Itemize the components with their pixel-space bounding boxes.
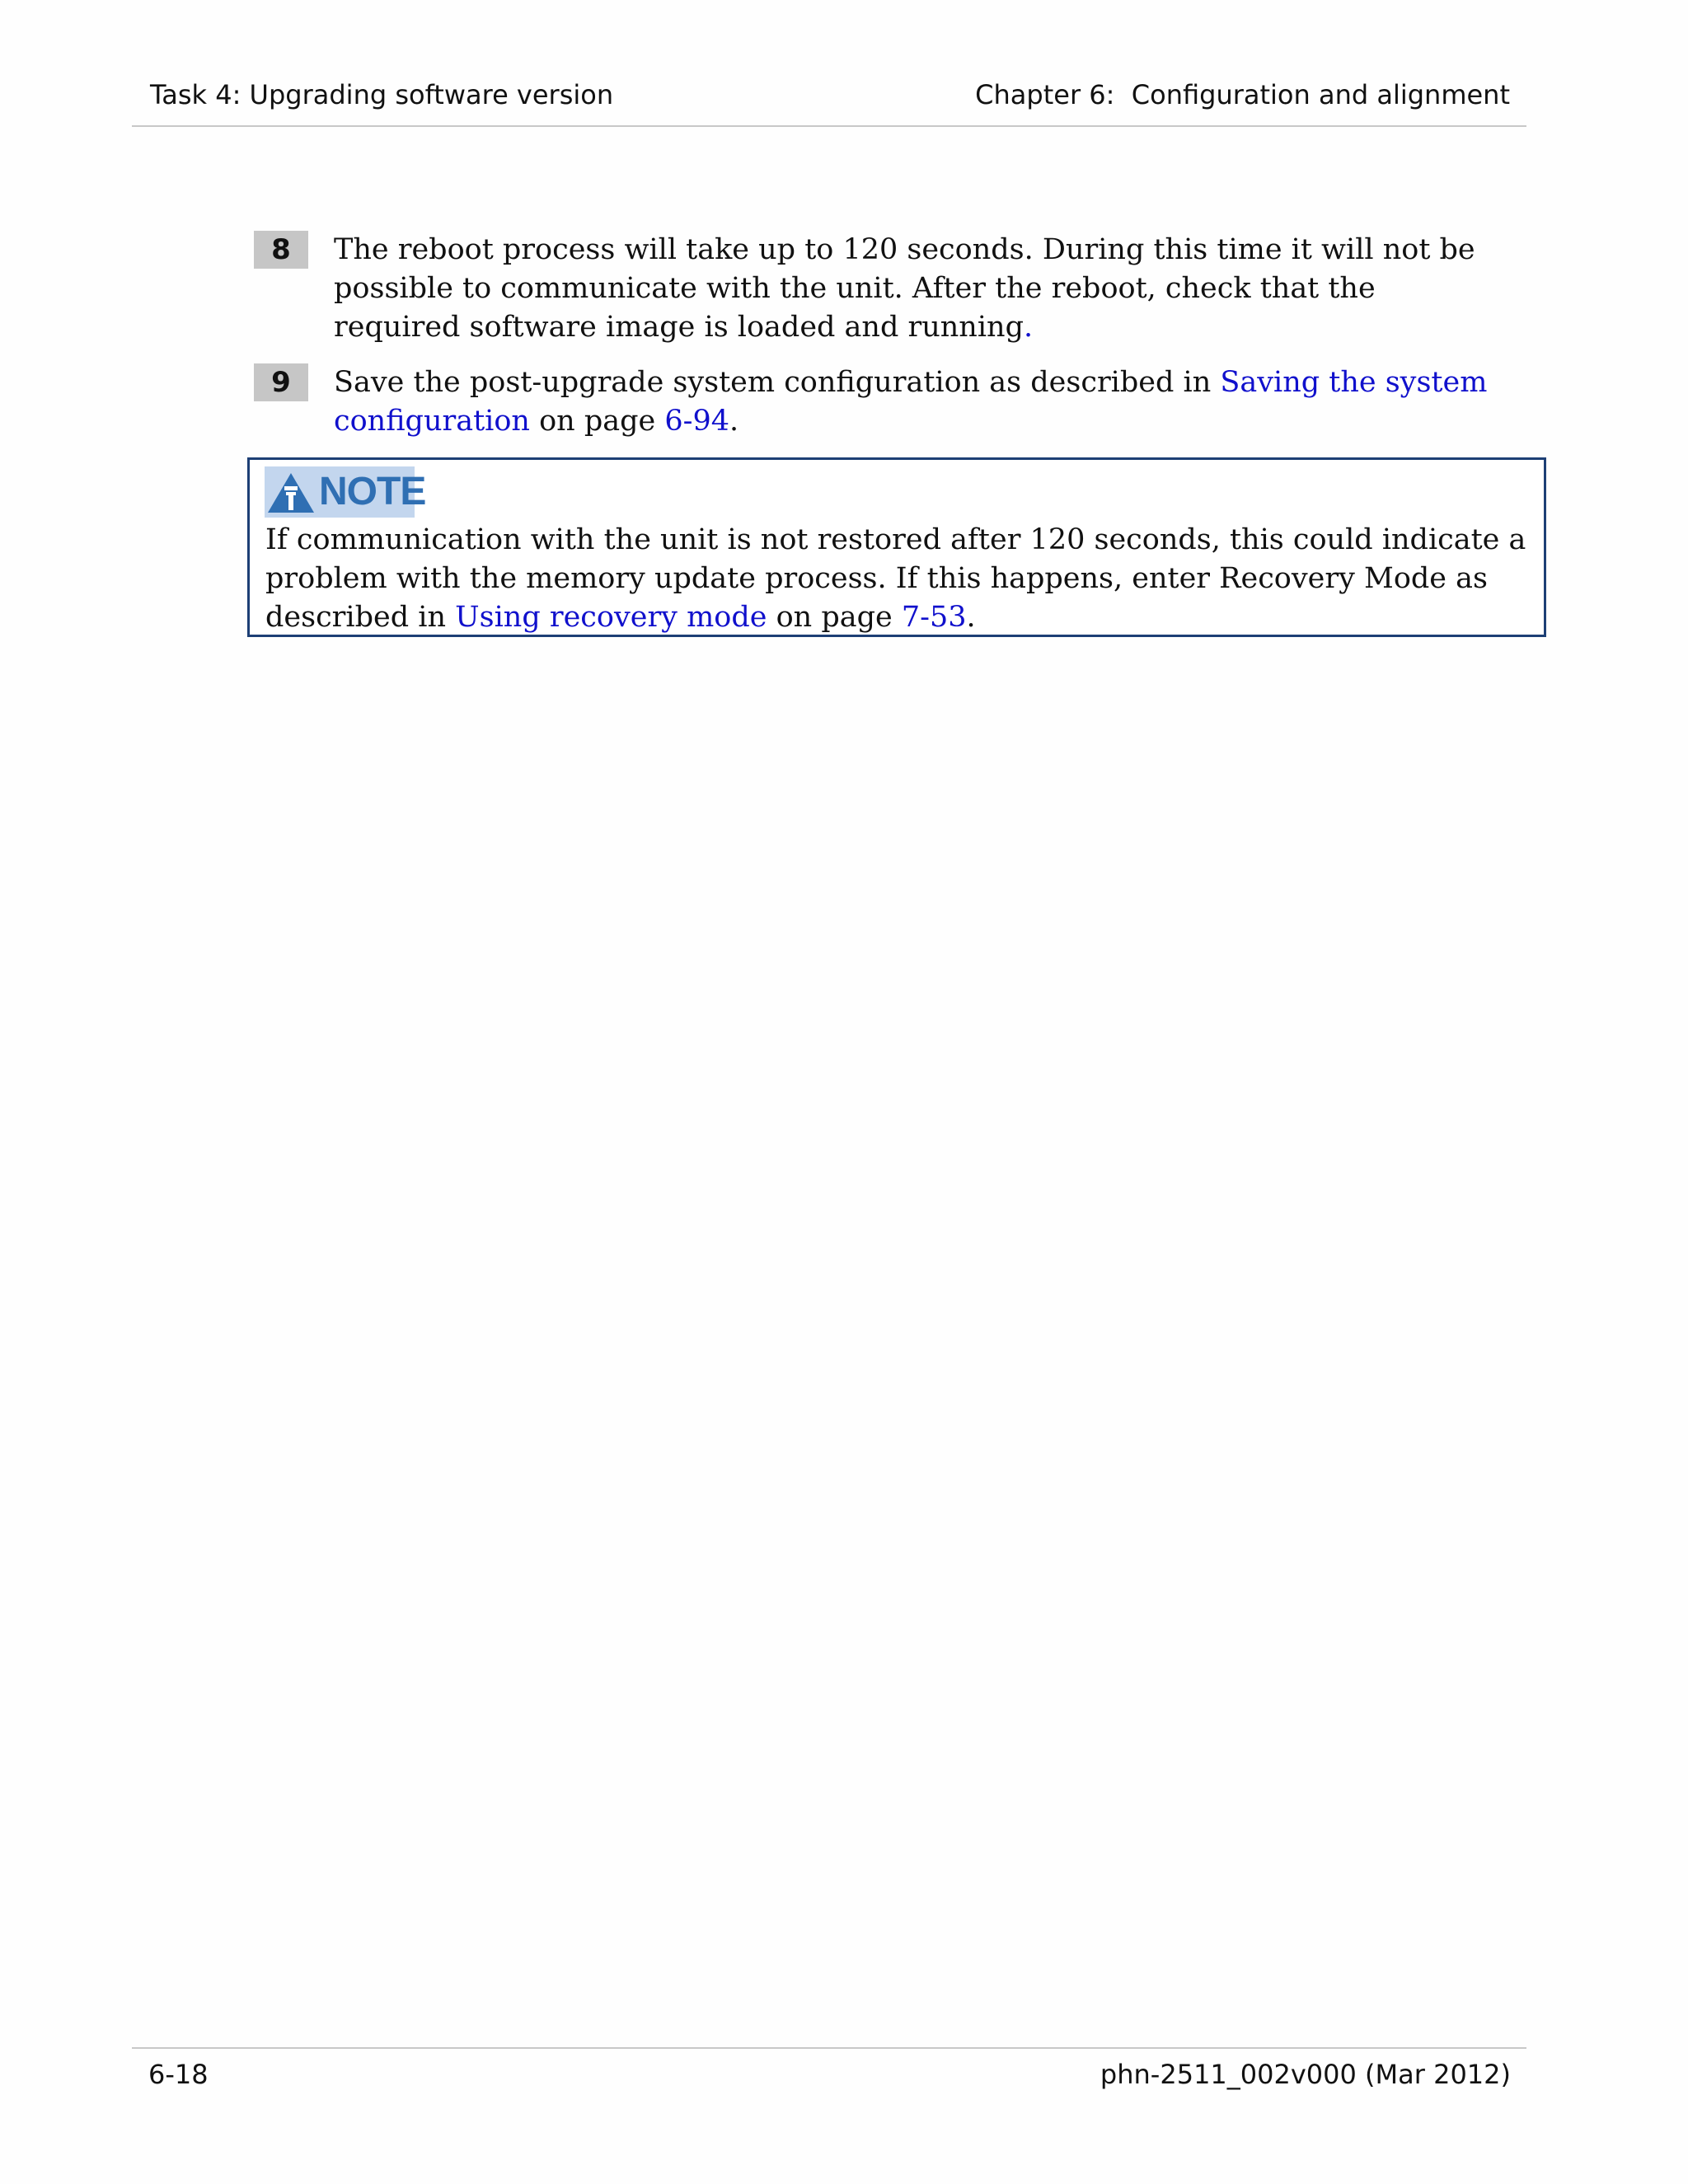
header-chapter-title: Chapter 6: Configuration and alignment <box>975 79 1510 110</box>
page-7-53-link[interactable]: 7-53 <box>901 601 967 634</box>
step-number-badge: 9 <box>254 363 308 401</box>
step-number-badge: 8 <box>254 231 308 269</box>
note-text-after: . <box>966 601 976 634</box>
page-header <box>132 74 1526 115</box>
page-6-94-link[interactable]: 6-94 <box>664 405 730 438</box>
step-9-text-before: Save the post-upgrade system configuration as described in <box>334 366 1221 399</box>
document-id: phn-2511_002v000 (Mar 2012) <box>1100 2059 1511 2090</box>
footer-divider <box>132 2047 1526 2049</box>
page-number: 6-18 <box>148 2059 209 2090</box>
step-8-body: The reboot process will take up to 120 seconds. During this time it will not be possible to communicate with the unit. After the reboot, check that the required software image is loaded and running <box>334 233 1475 344</box>
step-9-text-after: . <box>729 405 739 438</box>
note-warning-triangle-icon <box>266 471 316 514</box>
step-text <box>334 363 1488 441</box>
note-box <box>247 457 1546 637</box>
note-label: NOTE <box>319 470 426 513</box>
note-badge <box>265 466 426 518</box>
note-text <box>265 521 1535 637</box>
header-section-title: Task 4: Upgrading software version <box>150 79 614 110</box>
using-recovery-mode-link[interactable]: Using recovery mode <box>455 601 767 634</box>
note-text-middle: on page <box>767 601 902 634</box>
saving-system-configuration-link[interactable]: Saving the system configuration <box>334 366 1488 438</box>
step-text <box>334 231 1488 347</box>
step-9-text-middle: on page <box>529 405 665 438</box>
note-text-before: If communication with the unit is not restored after 120 seconds, this could indicate a problem with the memory update process. If this happens, enter Recovery Mode as described in <box>265 523 1526 634</box>
header-divider <box>132 125 1526 127</box>
trailing-link-dot[interactable]: . <box>1024 311 1034 344</box>
